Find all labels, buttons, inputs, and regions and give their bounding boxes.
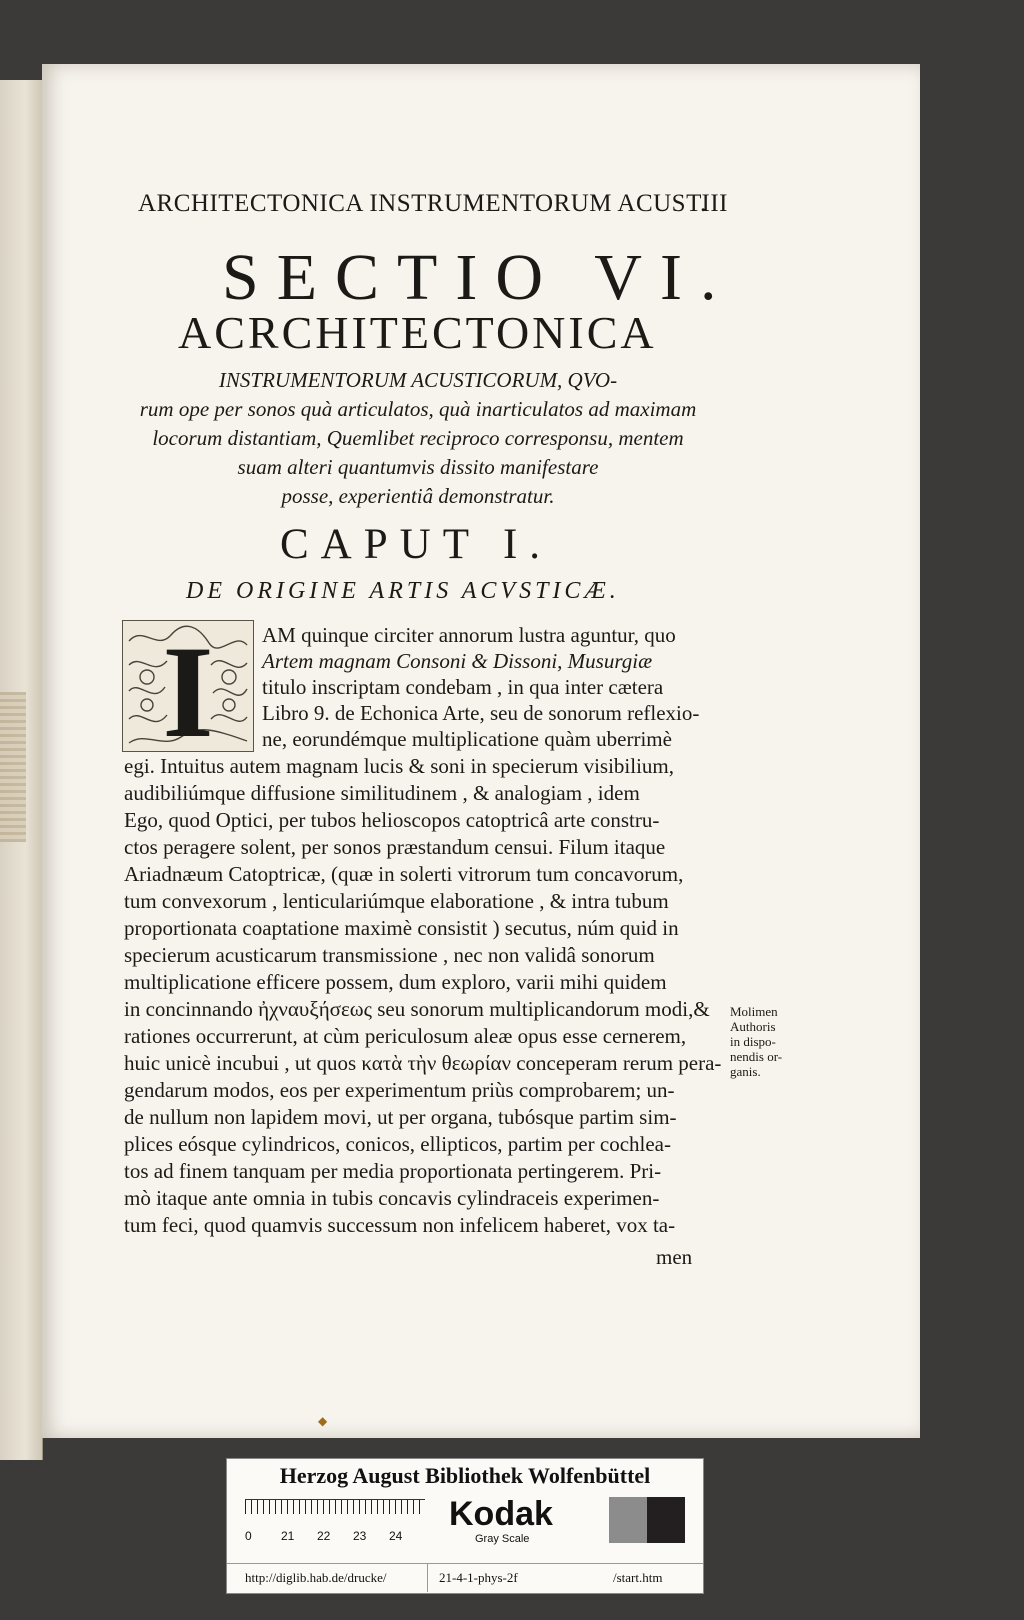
margin-note-line: ganis. bbox=[730, 1064, 761, 1079]
body-line: rationes occurrerunt, at cùm periculosum aleæ opus esse cernerem, bbox=[124, 1024, 687, 1048]
margin-note-line: nendis or- bbox=[730, 1049, 783, 1064]
chapter-subtitle: DE ORIGINE ARTIS ACVSTICÆ. bbox=[186, 578, 620, 604]
ruler-number: 22 bbox=[317, 1529, 331, 1543]
body-line: ctos peragere solent, per sonos præstandum censui. Filum itaque bbox=[124, 835, 666, 859]
body-line: huic unicè incubui , ut quos κατὰ τὴν θεωρίαν conceperam rerum pera- bbox=[124, 1051, 722, 1075]
grayscale-label: Gray Scale bbox=[475, 1533, 530, 1545]
chapter-heading: CAPUT I. bbox=[280, 521, 553, 568]
margin-note-line: Molimen bbox=[730, 1004, 778, 1019]
facing-page-edge bbox=[0, 80, 43, 1460]
ruler-number: 23 bbox=[353, 1529, 367, 1543]
body-line: ne, eorundémque multiplicatione quàm uberrimè bbox=[262, 727, 672, 751]
section-heading: SECTIO VI. bbox=[222, 241, 735, 314]
body-line: mò itaque ante omnia in tubis concavis cylindraceis experimen- bbox=[124, 1186, 660, 1210]
body-line: proportionata coaptatione maximè consistit ) secutus, núm quid in bbox=[124, 916, 679, 940]
subtitle-line: INSTRUMENTORUM ACUSTICORUM, QVO- bbox=[218, 368, 618, 392]
body-line: titulo inscriptam condebam , in qua inter cætera bbox=[262, 675, 664, 699]
body-line: tum convexorum , lenticulariúmque elaboratione , & intra tubum bbox=[124, 889, 669, 913]
section-subtitle bbox=[118, 366, 718, 511]
body-line: in concinnando ἠχναυξήσεως seu sonorum multiplicandorum modi,& bbox=[124, 997, 710, 1021]
body-line: gendarum modos, eos per experimentum priùs comprobarem; un- bbox=[124, 1078, 675, 1102]
body-line: AM quinque circiter annorum lustra aguntur, quo bbox=[262, 623, 676, 647]
margin-note-line: Authoris bbox=[730, 1019, 776, 1034]
body-line: specierum acusticarum transmissione , nec non validâ sonorum bbox=[124, 943, 655, 967]
body-line: de nullum non lapidem movi, ut per organa, tubósque partim sim- bbox=[124, 1105, 677, 1129]
card-shelfmark: 21-4-1-phys-2f bbox=[439, 1570, 518, 1585]
body-line: plices eósque cylindricos, conicos, ellipticos, partim per cochlea- bbox=[124, 1132, 671, 1156]
body-line: multiplicatione efficere possem, dum exploro, varii mihi quidem bbox=[124, 970, 667, 994]
body-line: tos ad finem tanquam per media proportionata pertingerem. Pri- bbox=[124, 1159, 662, 1183]
facing-page-decoration bbox=[0, 692, 26, 842]
gray-swatch bbox=[609, 1497, 647, 1543]
body-line: egi. Intuitus autem magnam lucis & soni in specierum visibilium, bbox=[124, 754, 675, 778]
card-start[interactable]: /start.htm bbox=[613, 1570, 663, 1585]
initial-letter: I bbox=[162, 618, 214, 765]
body-line: audibiliúmque diffusione similitudinem , & analogiam , idem bbox=[124, 781, 640, 805]
page-number: III bbox=[701, 190, 728, 217]
body-line: Libro 9. de Echonica Arte, seu de sonorum reflexio- bbox=[262, 701, 700, 725]
ink-mark-icon: ◆ bbox=[318, 1414, 328, 1428]
body-line: Artem magnam Consoni & Dissoni, Musurgiæ bbox=[262, 649, 653, 673]
section-title: ACRCHITECTONICA bbox=[178, 307, 657, 358]
card-divider bbox=[427, 1564, 428, 1592]
ruler-number: 24 bbox=[389, 1529, 403, 1543]
body-line: Ego, quod Optici, per tubos helioscopos catoptricâ arte constru- bbox=[124, 808, 660, 832]
subtitle-line: rum ope per sonos quà articulatos, quà inarticulatos ad maximam bbox=[139, 397, 697, 421]
margin-note-line: in dispo- bbox=[730, 1034, 776, 1049]
card-url[interactable]: http://diglib.hab.de/drucke/ bbox=[245, 1570, 387, 1585]
running-head-text: ARCHITECTONICA INSTRUMENTORUM ACUST. bbox=[138, 190, 707, 217]
card-url-row bbox=[227, 1563, 703, 1592]
running-head bbox=[138, 190, 728, 218]
library-name: Herzog August Bibliothek Wolfenbüttel bbox=[279, 1463, 651, 1488]
library-scan-card bbox=[226, 1458, 704, 1594]
ruler-number: 21 bbox=[281, 1529, 295, 1543]
subtitle-line: suam alteri quantumvis dissito manifestare bbox=[237, 455, 599, 479]
margin-note bbox=[730, 1004, 796, 1079]
subtitle-line: locorum distantiam, Quemlibet reciproco corresponsu, mentem bbox=[152, 426, 684, 450]
decorated-initial bbox=[122, 618, 254, 765]
body-line: Ariadnæum Catoptricæ, (quæ in solerti vitrorum tum concavorum, bbox=[124, 862, 684, 886]
ruler-number: 0 bbox=[245, 1529, 252, 1543]
kodak-logo: Kodak bbox=[449, 1495, 553, 1533]
scale-ruler bbox=[245, 1499, 425, 1528]
black-swatch bbox=[647, 1497, 685, 1543]
catchword: men bbox=[656, 1245, 693, 1269]
body-line: tum feci, quod quamvis successum non infelicem haberet, vox ta- bbox=[124, 1213, 676, 1237]
subtitle-line: posse, experientiâ demonstratur. bbox=[281, 484, 555, 508]
